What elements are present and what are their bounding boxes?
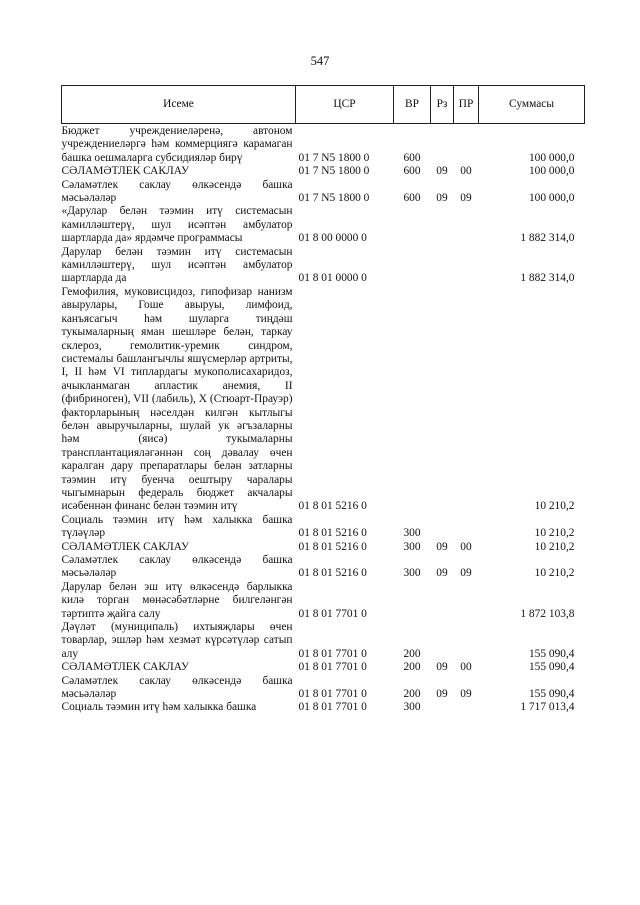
cell-rz — [431, 286, 454, 514]
cell-vr: 600 — [403, 165, 421, 178]
table-row — [62, 124, 585, 166]
cell-name: Сәламәтлек саклау өлкәсендә башка мәсьәләләр — [61, 178, 293, 205]
cell-csr: 01 8 01 5216 0 — [298, 500, 367, 513]
cell-sum: 10 210,2 — [534, 567, 575, 580]
cell-vr — [394, 205, 431, 245]
cell-sum: 100 000,0 — [528, 192, 575, 205]
cell-name: Сәламәтлек саклау өлкәсендә башка мәсьәләләр — [61, 554, 293, 580]
table-row — [62, 701, 585, 714]
page-number: 547 — [310, 54, 330, 68]
table-row — [62, 581, 585, 621]
table-body — [62, 124, 585, 715]
cell-pr — [454, 286, 479, 514]
cell-rz: 09 — [436, 661, 448, 674]
cell-csr: 01 7 N5 1800 0 — [298, 192, 370, 205]
cell-rz — [431, 246, 454, 286]
cell-name: СӘЛАМӘТЛЕК САКЛАУ — [61, 540, 190, 553]
cell-vr — [394, 581, 431, 621]
table-row — [62, 286, 585, 514]
cell-pr: 00 — [460, 540, 472, 553]
column-header-csr: ЦСР — [296, 86, 394, 124]
cell-vr: 600 — [403, 192, 421, 205]
cell-pr — [454, 621, 479, 661]
table-row — [62, 205, 585, 245]
budget-table — [61, 85, 585, 715]
cell-name: Бюджет учреждениеләренә, автоном учреждениеләргә һәм коммерциягә карамаган башка оешмаларга субсидияләр бирү — [61, 125, 293, 164]
cell-sum: 155 090,4 — [528, 647, 575, 660]
cell-pr — [454, 246, 479, 286]
cell-name: Дарулар белән эш итү өлкәсендә барлыкка килә торган мөнәсәбәтләрне билгеләнгән тәртиптә җайга салу — [61, 580, 293, 620]
cell-name: СӘЛАМӘТЛЕК САКЛАУ — [61, 165, 190, 178]
cell-pr — [454, 581, 479, 621]
cell-name: СӘЛАМӘТЛЕК САКЛАУ — [61, 661, 190, 674]
cell-sum: 100 000,0 — [528, 165, 575, 178]
cell-pr — [454, 124, 479, 166]
cell-rz: 09 — [436, 567, 448, 580]
cell-pr: 00 — [460, 661, 472, 674]
column-header-pr: ПР — [454, 86, 479, 124]
cell-pr: 00 — [460, 165, 472, 178]
cell-vr — [394, 286, 431, 514]
table-row — [62, 621, 585, 661]
cell-csr: 01 8 00 0000 0 — [298, 232, 367, 245]
cell-vr: 200 — [403, 661, 421, 674]
cell-rz — [431, 514, 454, 541]
table-row — [62, 165, 585, 178]
cell-pr — [454, 701, 479, 714]
cell-csr: 01 8 01 7701 0 — [298, 647, 367, 660]
cell-vr: 200 — [403, 688, 421, 701]
table-row — [62, 246, 585, 286]
cell-name: Дәүләт (муниципаль) ихтыяҗлары өчен товарлар, эшләр һәм хезмәт күрсәтүләр сатып алу — [61, 621, 293, 660]
cell-rz — [431, 701, 454, 714]
cell-rz: 09 — [436, 540, 448, 553]
cell-sum: 1 717 013,4 — [520, 701, 575, 714]
table-header-row — [62, 86, 585, 124]
cell-sum: 155 090,4 — [528, 688, 575, 701]
table-row — [62, 675, 585, 702]
cell-csr: 01 8 01 5216 0 — [298, 527, 367, 540]
column-header-rz: Рз — [431, 86, 454, 124]
table-row — [62, 541, 585, 554]
cell-name: Социаль тәэмин итү һәм халыкка башка — [61, 701, 257, 714]
table-row — [62, 514, 585, 541]
cell-sum: 155 090,4 — [528, 661, 575, 674]
table-row — [62, 179, 585, 206]
cell-csr: 01 8 01 7701 0 — [298, 607, 367, 620]
cell-pr: 09 — [460, 688, 472, 701]
cell-vr: 300 — [403, 701, 421, 714]
cell-name: «Дарулар белән тәэмин итү системасын камилләштерү, шул исәптән амбулатор шартларда да» ярдәмче программасы — [61, 205, 293, 245]
cell-rz — [431, 621, 454, 661]
cell-csr: 01 8 01 5216 0 — [298, 567, 367, 580]
cell-vr: 300 — [403, 527, 421, 540]
cell-csr: 01 8 01 7701 0 — [298, 688, 367, 701]
table-row — [62, 554, 585, 581]
cell-vr: 300 — [403, 540, 421, 553]
cell-rz — [431, 205, 454, 245]
cell-sum: 10 210,2 — [534, 527, 575, 540]
cell-sum: 1 882 314,0 — [520, 272, 575, 285]
cell-csr: 01 7 N5 1800 0 — [298, 165, 370, 178]
cell-name: Дарулар белән тәэмин итү системасын камилләштерү, шул исәптән амбулатор шартларда да — [61, 245, 293, 285]
cell-vr — [394, 246, 431, 286]
cell-csr: 01 8 01 7701 0 — [298, 701, 367, 714]
cell-rz: 09 — [436, 688, 448, 701]
cell-rz: 09 — [436, 192, 448, 205]
cell-sum: 1 872 103,8 — [520, 607, 575, 620]
cell-vr: 600 — [403, 151, 421, 164]
cell-vr: 200 — [403, 647, 421, 660]
column-header-name: Исеме — [62, 86, 296, 124]
cell-csr: 01 7 N5 1800 0 — [298, 151, 370, 164]
cell-name: Сәламәтлек саклау өлкәсендә башка мәсьәләләр — [61, 674, 293, 701]
cell-rz — [431, 124, 454, 166]
cell-pr — [454, 514, 479, 541]
cell-sum: 10 210,2 — [534, 540, 575, 553]
cell-pr: 09 — [460, 192, 472, 205]
cell-vr: 300 — [403, 567, 421, 580]
cell-sum: 1 882 314,0 — [520, 232, 575, 245]
cell-name: Социаль тәэмин итү һәм халыкка башка түләүләр — [61, 513, 293, 540]
cell-pr — [454, 205, 479, 245]
column-header-sum: Суммасы — [479, 86, 585, 124]
column-header-vr: ВР — [394, 86, 431, 124]
cell-sum: 10 210,2 — [534, 500, 575, 513]
cell-pr: 09 — [460, 567, 472, 580]
cell-csr: 01 8 01 7701 0 — [298, 661, 367, 674]
cell-sum: 100 000,0 — [528, 151, 575, 164]
cell-csr: 01 8 01 5216 0 — [298, 540, 367, 553]
table-row — [62, 661, 585, 674]
cell-rz — [431, 581, 454, 621]
cell-name: Гемофилия, муковисцидоз, гипофизар нанизм авырулары, Гоше авыруы, лимфоид, канъясагыч һәм шуларга тиңдәш тукымаларның яман шешләре белән, таркау склероз, гемолитик-уремик синдром, системалы башлангычлы яшүсмерләр артриты, I, II һәм VI типлардагы мукополисахаридоз, ачыкланмаган апластик анемия, II (фибриноген), VII (лабиль), X (Стюарт-Прауэр) факторларының нәселдән килгән кытлыгы белән авыручыларны, шулай ук әгъзаларны һәм (яисә) тукымаларны трансплантацияләгәннән соң дәвалау өчен каралган дару препаратлары белән затларны тәэмин итү буенча оештыру чаралары чыгымнарын федераль бюджет акчалары исәбеннән финанс белән тәэмин итү — [61, 285, 293, 513]
cell-rz: 09 — [436, 165, 448, 178]
cell-csr: 01 8 01 0000 0 — [298, 272, 367, 285]
